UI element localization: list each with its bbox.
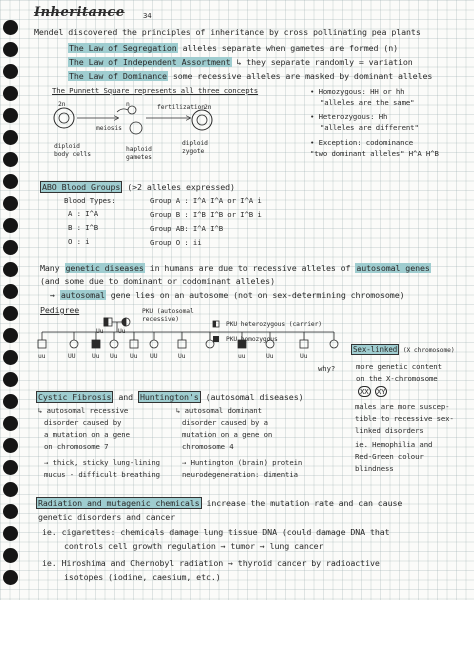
binder-hole (3, 284, 18, 299)
mutation-line4: controls cell growth regulation → tumor → lung cancer (64, 541, 324, 551)
zygote-nucleus-icon (197, 115, 207, 125)
sex-linked-line: on the X-chromosome (356, 374, 438, 383)
binder-hole (3, 86, 18, 101)
binder-hole (3, 460, 18, 475)
blood-group-o: Group O : ii (150, 238, 202, 247)
homozygous-note: "alleles are the same" (320, 98, 415, 107)
genetic-disease-line1 (40, 263, 431, 273)
egg-icon (130, 122, 142, 134)
binder-hole (3, 152, 18, 167)
male-carrier-icon (38, 340, 46, 348)
male-carrier-icon (178, 340, 186, 348)
sex-linked-heading-row (351, 345, 455, 356)
law-of-independent-assortment (68, 57, 413, 67)
pedigree-genotype: Uu (110, 353, 118, 360)
hd-line: ↳ autosomal dominant (176, 406, 262, 415)
label-line: diploid (54, 143, 80, 150)
binder-hole (3, 130, 18, 145)
nucleus-icon (59, 113, 69, 123)
binder-hole (3, 218, 18, 233)
female-icon (110, 340, 118, 348)
mutation-line5: ie. Hiroshima and Chernobyl radiation → thyroid cancer by radioactive (42, 558, 380, 568)
blood-type-b: B : I^B (68, 223, 99, 232)
pedigree-genotype: uu (38, 353, 46, 360)
ploidy-2n-right: 2n (204, 104, 212, 111)
text: gene lies on an autosome (not on sex-determining chromosome) (110, 290, 405, 300)
diseases-heading-row (36, 392, 304, 402)
text: in humans are due to recessive alleles of (149, 263, 351, 273)
blood-group-a: Group A : I^A I^A or I^A i (150, 196, 262, 205)
page-title: Inheritance (34, 5, 125, 20)
pedigree-genotype: Uu (266, 353, 274, 360)
pedigree-genotype: Uu (300, 353, 308, 360)
hd-line: neurodegeneration: dimentia (182, 470, 298, 479)
female-icon (150, 340, 158, 348)
mutation-line3: ie. cigarettes: chemicals damage lung tissue DNA (could damage DNA that (42, 527, 390, 537)
pedigree-genotype: Uu (96, 328, 104, 335)
binder-hole (3, 416, 18, 431)
diploid-zygote-label (182, 140, 208, 156)
pedigree-title: Pedigree (40, 305, 80, 315)
law-label: The Law of Segregation (69, 43, 177, 53)
label-line: body cells (54, 151, 91, 158)
pedigree-legend-carrier: PKU heterozygous (carrier) (226, 321, 322, 328)
blood-group-b: Group B : I^B I^B or I^B i (150, 210, 262, 219)
xx-chromosome-icon: XX (360, 387, 369, 396)
arrow-icon: → (50, 290, 55, 300)
ploidy-2n-left: 2n (58, 101, 66, 108)
sex-linked-more: blindness (355, 464, 394, 473)
xy-chromosome-icon: XY (376, 387, 386, 396)
female-icon (330, 340, 338, 348)
genetic-disease-line2: (and some due to dominant or codominant alleles) (40, 276, 275, 286)
pedigree-genotype: UU (150, 353, 158, 360)
huntingtons-heading: Huntington's (139, 392, 199, 402)
blood-heading-row (40, 182, 235, 192)
pedigree-genotype: Uu (92, 353, 100, 360)
hd-line: disorder caused by a (182, 418, 268, 427)
binder-hole (3, 504, 18, 519)
mutation-heading: Radiation and mutagenic chemicals (38, 498, 200, 508)
binder-hole (3, 526, 18, 541)
binder-hole (3, 64, 18, 79)
pedigree-genotype: Uu (130, 353, 138, 360)
chromosome-icons (358, 387, 387, 397)
sex-linked-more: Red-Green colour (355, 452, 424, 461)
cf-line: on chromosome 7 (44, 442, 109, 451)
highlight: genetic diseases (65, 263, 144, 273)
ploidy-n: n (126, 101, 130, 108)
homozygous-line: • Homozygous: HH or hh (310, 87, 405, 96)
heterozygous-note: "alleles are different" (320, 123, 419, 132)
cf-line: disorder caused by (44, 418, 122, 427)
label-line: gametes (126, 154, 152, 161)
cf-line: → thick, sticky lung-lining (44, 458, 160, 467)
sex-linked-more: males are more suscep- (355, 402, 450, 411)
diploid-cell-icon (54, 108, 74, 128)
meiosis-label: meiosis (96, 125, 122, 132)
carrier-half (104, 318, 108, 326)
intro-line: Mendel discovered the principles of inheritance by cross pollinating pea plants (34, 27, 421, 37)
mutation-line1 (36, 498, 402, 508)
blood-type-o: O : i (68, 237, 90, 246)
male-affected-icon (92, 340, 100, 348)
sex-linked-heading: Sex-linked (353, 345, 398, 354)
carrier-half (213, 321, 216, 327)
exception-note: "two dominant alleles" H^A H^B (310, 149, 439, 158)
pedigree-legend-top: PKU (autosomal (142, 308, 194, 315)
blood-heading-note: (>2 alleles expressed) (127, 182, 235, 192)
sex-linked-more: ie. Hemophilia and (355, 440, 433, 449)
binder-hole (3, 482, 18, 497)
binder-hole (3, 394, 18, 409)
binder-hole (3, 438, 18, 453)
label-line: zygote (182, 148, 205, 155)
blood-type-a: A : I^A (68, 209, 99, 218)
heterozygous-line: • Heterozygous: Hh (310, 112, 388, 121)
law-of-segregation (68, 43, 398, 53)
binder-hole (3, 108, 18, 123)
law-text: alleles separate when gametes are formed (n) (182, 43, 398, 53)
binder-hole (3, 174, 18, 189)
genetic-disease-line3 (50, 290, 405, 300)
diseases-note: (autosomal diseases) (205, 392, 304, 402)
mutation-line6: isotopes (iodine, caesium, etc.) (64, 572, 221, 582)
sex-linked-note: (X chromosome) (402, 347, 455, 354)
pedigree-legend-icons (212, 320, 224, 348)
text: increase the mutation rate and can cause (206, 498, 403, 508)
binder-hole (3, 20, 18, 35)
sex-linked-more: linked disorders (355, 426, 424, 435)
hd-line: mutation on a gene on (182, 430, 273, 439)
law-of-dominance (68, 71, 432, 81)
blood-types-header: Blood Types: (64, 196, 116, 205)
pedigree-legend-homo: PKU homozygous (226, 336, 278, 343)
cf-line: a mutation on a gene (44, 430, 130, 439)
punnett-line: The Punnett Square represents all three concepts (52, 86, 259, 95)
law-label: The Law of Independent Assortment (69, 57, 231, 67)
binder-hole (3, 350, 18, 365)
binder-hole (3, 196, 18, 211)
binder-hole (3, 306, 18, 321)
fertilization-label: fertilization (157, 104, 205, 111)
hd-line: → Huntington (brain) protein (182, 458, 303, 467)
sex-linked-line: more genetic content (356, 362, 442, 371)
label-line: haploid (126, 146, 152, 153)
binder-hole (3, 240, 18, 255)
pedigree-genotype: Uu (118, 328, 126, 335)
binder-hole (3, 372, 18, 387)
female-icon (70, 340, 78, 348)
carrier-half (122, 318, 126, 326)
blood-group-ab: Group AB: I^A I^B (150, 224, 223, 233)
law-text: they separate randomly = variation (246, 57, 413, 67)
binder-hole (3, 548, 18, 563)
cf-line: ↳ autosomal recessive (38, 406, 129, 415)
pedigree-genotype: uu (238, 353, 246, 360)
affected-square-icon (213, 336, 219, 342)
law-label: The Law of Dominance (69, 71, 167, 81)
male-carrier-icon (300, 340, 308, 348)
diploid-body-cells-label (54, 143, 91, 159)
law-text: some recessive alleles are masked by dominant alleles (172, 71, 433, 81)
text: and (118, 392, 134, 402)
blood-heading: ABO Blood Groups (42, 182, 121, 192)
zygote-icon (192, 110, 212, 130)
pedigree-genotype: UU (68, 353, 76, 360)
why-label: why? (318, 364, 336, 373)
binder-hole (3, 262, 18, 277)
hd-line: chromosome 4 (182, 442, 234, 451)
pedigree-genotype: Uu (178, 353, 186, 360)
highlight: autosomal genes (356, 263, 430, 273)
highlight: autosomal (60, 290, 105, 300)
sex-linked-more: tible to recessive sex- (355, 414, 454, 423)
pedigree-legend-top2: recessive) (142, 316, 179, 323)
arrow-icon: ↳ (236, 57, 242, 67)
exception-line: • Exception: codominance (310, 138, 414, 147)
binder-hole (3, 328, 18, 343)
text: Many (40, 263, 60, 273)
binder-hole (3, 42, 18, 57)
male-carrier-icon (130, 340, 138, 348)
page-number: 34 (143, 11, 152, 20)
binder-hole (3, 570, 18, 585)
label-line: diploid (182, 140, 208, 147)
cf-line: mucus - difficult breathing (44, 470, 160, 479)
cystic-fibrosis-heading: Cystic Fibrosis (38, 392, 112, 402)
mutation-line2: genetic disorders and cancer (38, 512, 176, 522)
haploid-gametes-label (126, 146, 152, 162)
